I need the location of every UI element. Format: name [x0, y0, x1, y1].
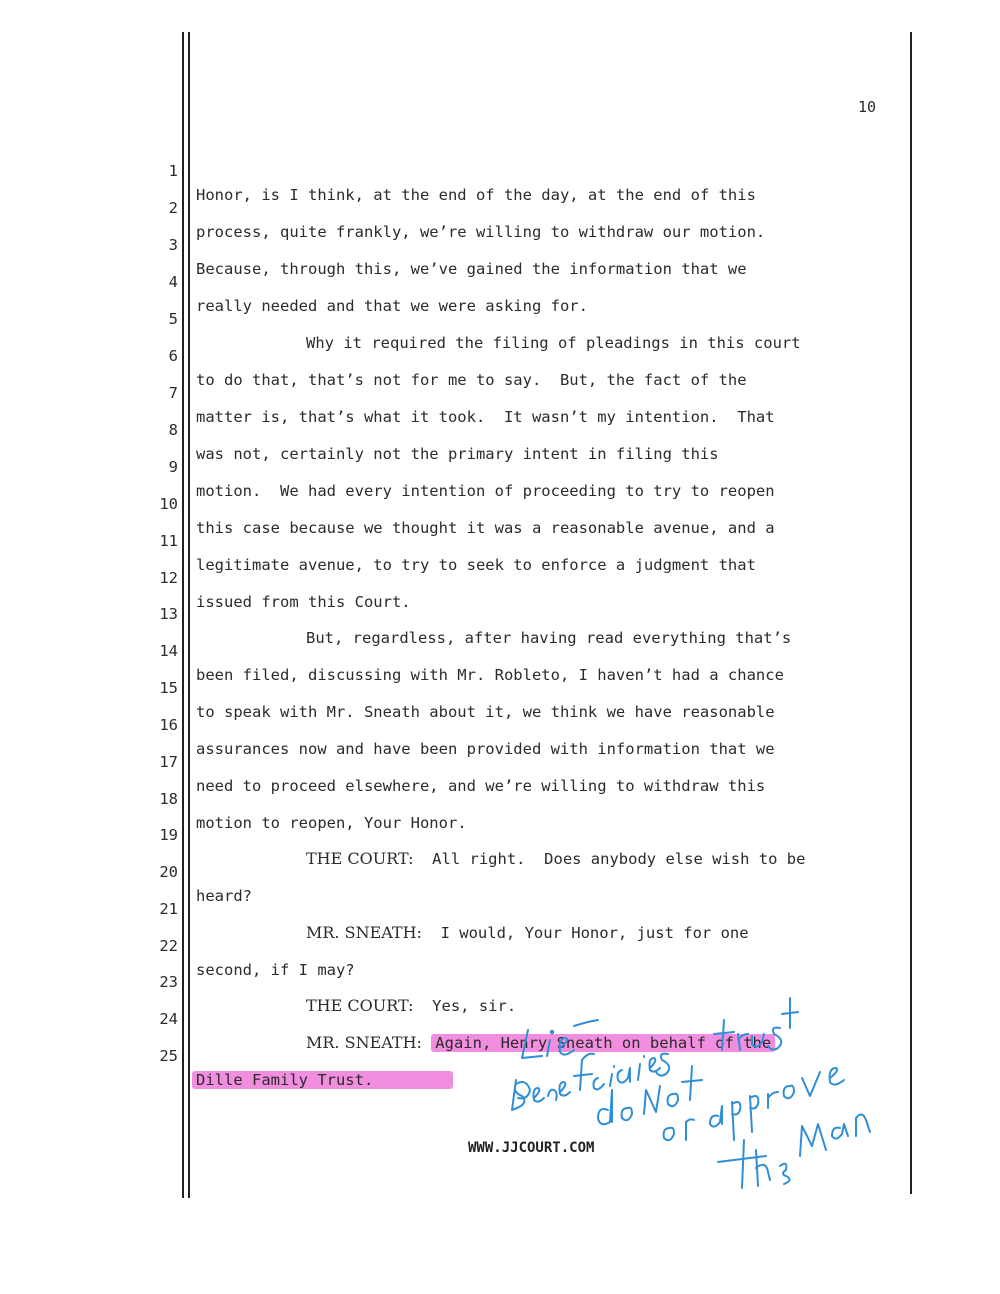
- line-text: I would, Your Honor, just for one: [440, 924, 749, 942]
- line-number: 2: [168, 199, 178, 217]
- highlighted-text: Dille Family Trust.: [192, 1071, 453, 1089]
- highlighted-text: Again, Henry Sneath on behalf of the: [431, 1034, 775, 1052]
- line-text: been filed, discussing with Mr. Robleto, I haven’t had a chance: [196, 666, 784, 684]
- line-text: But, regardless, after having read everything that’s: [306, 629, 792, 647]
- line-text: was not, certainly not the primary intent in filing this: [196, 445, 719, 463]
- line-number: 23: [159, 973, 178, 991]
- speaker-label: MR. SNEATH:: [306, 923, 422, 942]
- line-text: Because, through this, we’ve gained the information that we: [196, 260, 747, 278]
- line-number: 11: [159, 532, 178, 550]
- line-number: 8: [168, 421, 178, 439]
- line-text: Yes, sir.: [432, 997, 517, 1015]
- line-number: 19: [159, 826, 178, 844]
- line-text: this case because we thought it was a reasonable avenue, and a: [196, 519, 775, 537]
- line-text: need to proceed elsewhere, and we’re willing to withdraw this: [196, 777, 766, 795]
- line-text: All right. Does anybody else wish to be: [432, 850, 806, 868]
- line-number: 12: [159, 569, 178, 587]
- speaker-label: THE COURT:: [306, 996, 414, 1015]
- line-number: 7: [168, 384, 178, 402]
- line-number: 5: [168, 310, 178, 328]
- line-text: legitimate avenue, to try to seek to enforce a judgment that: [196, 556, 756, 574]
- line-number: 6: [168, 347, 178, 365]
- line-text: process, quite frankly, we’re willing to withdraw our motion.: [196, 223, 766, 241]
- line-text: heard?: [196, 887, 252, 905]
- line-number: 17: [159, 753, 178, 771]
- line-number: 20: [159, 863, 178, 881]
- line-text: issued from this Court.: [196, 593, 411, 611]
- speaker-label: THE COURT:: [306, 849, 414, 868]
- footer-website: WWW.JJCOURT.COM: [468, 1140, 595, 1156]
- line-text: matter is, that’s what it took. It wasn’t my intention. That: [196, 408, 775, 426]
- line-text: motion to reopen, Your Honor.: [196, 814, 467, 832]
- line-text: Why it required the filing of pleadings in this court: [306, 334, 801, 352]
- line-number: 14: [159, 642, 178, 660]
- line-text: assurances now and have been provided with information that we: [196, 740, 775, 758]
- line-number: 10: [159, 495, 178, 513]
- line-number: 13: [159, 605, 178, 623]
- page-number: 10: [858, 98, 877, 116]
- line-number: 1: [168, 162, 178, 180]
- line-text: second, if I may?: [196, 961, 355, 979]
- line-number: 16: [159, 716, 178, 734]
- line-number: 3: [168, 236, 178, 254]
- line-number: 21: [159, 900, 178, 918]
- line-text: motion. We had every intention of proceeding to try to reopen: [196, 482, 775, 500]
- line-number: 24: [159, 1010, 178, 1028]
- line-number: 22: [159, 937, 178, 955]
- line-number: 25: [159, 1047, 178, 1065]
- line-number: 4: [168, 273, 178, 291]
- line-text: really needed and that we were asking for.: [196, 297, 588, 315]
- line-number: 18: [159, 790, 178, 808]
- line-number: 9: [168, 458, 178, 476]
- line-text: Honor, is I think, at the end of the day, at the end of this: [196, 186, 756, 204]
- line-text: to do that, that’s not for me to say. But, the fact of the: [196, 371, 747, 389]
- speaker-label: MR. SNEATH:: [306, 1033, 422, 1052]
- line-text: to speak with Mr. Sneath about it, we think we have reasonable: [196, 703, 775, 721]
- line-number: 15: [159, 679, 178, 697]
